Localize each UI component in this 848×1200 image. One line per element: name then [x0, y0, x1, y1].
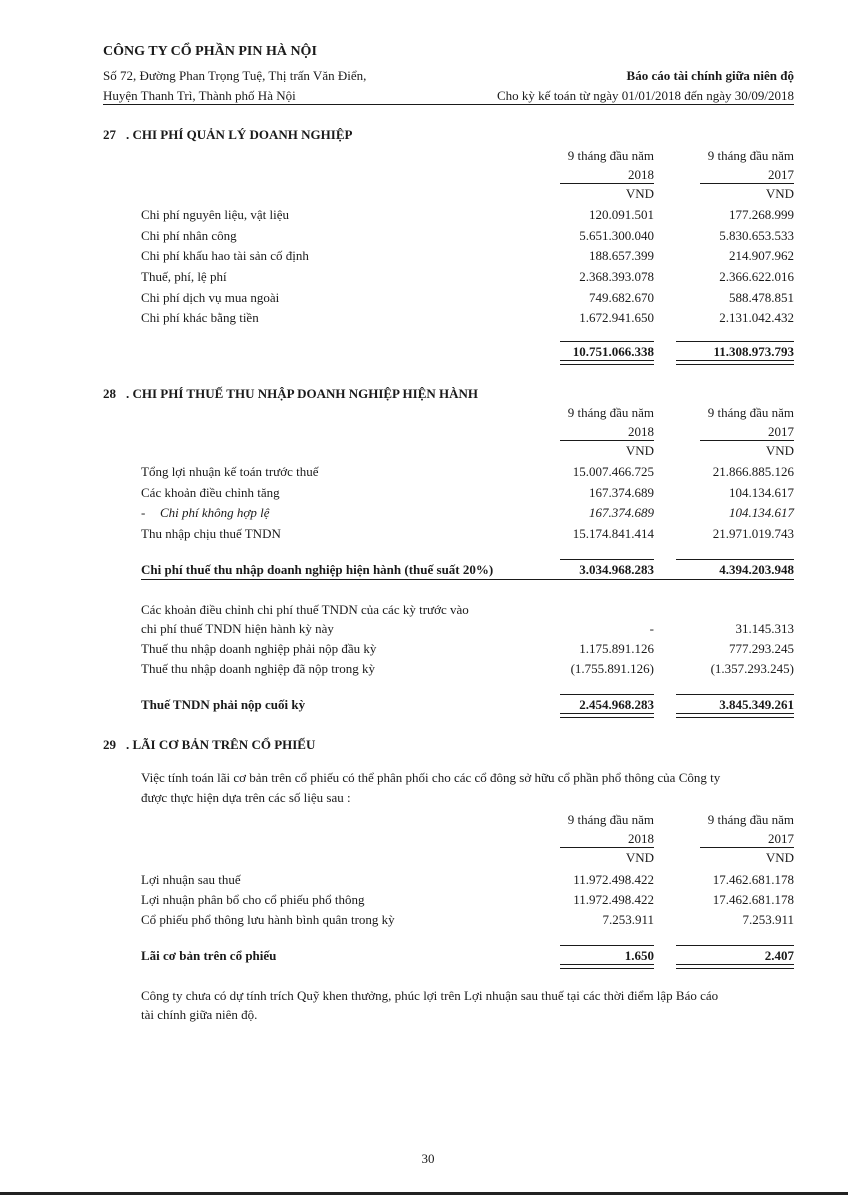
row-value-2018: 167.374.689	[589, 485, 654, 500]
row-value-2017: 17.462.681.178	[712, 872, 794, 887]
tax-rule	[676, 559, 794, 560]
double-underline	[676, 360, 794, 365]
row-value-2017: 5.830.653.533	[719, 228, 794, 243]
row-value-2018: (1.755.891.126)	[570, 661, 654, 676]
company-name: CÔNG TY CỔ PHẦN PIN HÀ NỘI	[103, 44, 317, 59]
page-number: 30	[421, 1151, 435, 1166]
tax-expense-2018: 3.034.968.283	[579, 562, 654, 577]
col-2018-label: 9 tháng đầu năm	[567, 148, 654, 163]
col-2017-year: 2017	[768, 831, 794, 846]
col-2017-label: 9 tháng đầu năm	[707, 812, 794, 827]
col-2017-rule	[700, 183, 794, 184]
col-2018-label: 9 tháng đầu năm	[567, 812, 654, 827]
section-27-number: 27	[103, 127, 116, 142]
col-2017-label: 9 tháng đầu năm	[707, 405, 794, 420]
s27-total-2017: 11.308.973.793	[713, 344, 794, 359]
row-label: Thuế thu nhập doanh nghiệp đã nộp trong kỳ	[141, 661, 375, 676]
col-2018-year: 2018	[628, 424, 654, 439]
row-value-2017: 588.478.851	[729, 290, 794, 305]
eps-rule	[560, 945, 654, 946]
row-value-2018: 11.972.498.422	[573, 892, 654, 907]
row-label: Chi phí dịch vụ mua ngoài	[141, 290, 280, 305]
double-underline	[560, 360, 654, 365]
tax-rule	[560, 559, 654, 560]
row-value-2017: 104.134.617	[729, 485, 794, 500]
double-underline	[676, 713, 794, 718]
row-value-2017: (1.357.293.245)	[710, 661, 794, 676]
row-value-2018: 167.374.689	[589, 505, 654, 520]
row-label: Các khoản điều chỉnh tăng	[141, 485, 280, 500]
section-28-title: . CHI PHÍ THUẾ THU NHẬP DOANH NGHIỆP HIỆN HÀNH	[126, 386, 479, 401]
col-2018-year: 2018	[628, 167, 654, 182]
row-label: Chi phí nguyên liệu, vật liệu	[141, 207, 290, 222]
final-tax-2018: 2.454.968.283	[579, 697, 654, 712]
row-value-2017: 777.293.245	[729, 641, 794, 656]
col-2017-rule	[700, 847, 794, 848]
col-2017-unit: VND	[765, 850, 794, 865]
eps-label: Lãi cơ bản trên cổ phiếu	[141, 948, 277, 963]
col-2018-unit: VND	[625, 850, 654, 865]
note-line-2: tài chính giữa niên độ.	[141, 1007, 258, 1022]
col-2017-year: 2017	[768, 424, 794, 439]
row-value-2018: 11.972.498.422	[573, 872, 654, 887]
row-value-2017: 17.462.681.178	[712, 892, 794, 907]
row-value-2018: 15.174.841.414	[572, 526, 654, 541]
row-label: Cổ phiếu phổ thông lưu hành bình quân trong kỳ	[141, 912, 395, 927]
row-value-2017: 21.866.885.126	[712, 464, 794, 479]
adjustment-value-2017: 31.145.313	[735, 621, 794, 636]
col-2017-unit: VND	[765, 186, 794, 201]
row-label: Thuế, phí, lệ phí	[141, 269, 227, 284]
eps-rule	[676, 945, 794, 946]
address-line-1: Số 72, Đường Phan Trọng Tuệ, Thị trấn Văn Điển,	[103, 68, 367, 83]
col-2018-unit: VND	[625, 443, 654, 458]
row-label: Chi phí nhân công	[141, 228, 237, 243]
row-value-2017: 7.253.911	[742, 912, 794, 927]
col-2018-rule	[560, 440, 654, 441]
row-label: Thuế thu nhập doanh nghiệp phải nộp đầu kỳ	[141, 641, 377, 656]
row-value-2017: 104.134.617	[729, 505, 794, 520]
row-value-2018: 1.175.891.126	[579, 641, 654, 656]
col-2018-rule	[560, 183, 654, 184]
report-period: Cho kỳ kế toán từ ngày 01/01/2018 đến ngày 30/09/2018	[497, 88, 794, 103]
row-value-2017: 177.268.999	[729, 207, 794, 222]
row-value-2018: 5.651.300.040	[579, 228, 654, 243]
final-rule	[676, 694, 794, 695]
section-27-title: . CHI PHÍ QUẢN LÝ DOANH NGHIỆP	[126, 127, 353, 142]
row-value-2017: 214.907.962	[729, 248, 794, 263]
col-2017-rule	[700, 440, 794, 441]
row-value-2017: 2.131.042.432	[719, 310, 794, 325]
address-line-2: Huyện Thanh Trì, Thành phố Hà Nội	[103, 88, 296, 103]
eps-2017: 2.407	[764, 948, 794, 963]
total-rule	[676, 341, 794, 342]
report-title: Báo cáo tài chính giữa niên độ	[626, 68, 794, 83]
tax-underline	[141, 579, 794, 580]
tax-expense-label: Chi phí thuế thu nhập doanh nghiệp hiện hành (thuế suất 20%)	[141, 562, 494, 577]
row-value-2018: 15.007.466.725	[572, 464, 654, 479]
row-label: Chi phí không hợp lệ	[160, 505, 270, 520]
s27-total-2018: 10.751.066.338	[572, 344, 654, 359]
double-underline	[560, 964, 654, 969]
col-2018-unit: VND	[625, 186, 654, 201]
row-value-2017: 21.971.019.743	[712, 526, 794, 541]
tax-expense-2017: 4.394.203.948	[719, 562, 794, 577]
eps-intro-line-1: Việc tính toán lãi cơ bản trên cổ phiếu có thể phân phối cho các cổ đông sở hữu cổ phần phổ thông của Công ty	[141, 770, 721, 785]
col-2017-unit: VND	[765, 443, 794, 458]
row-value-2018: 188.657.399	[589, 248, 654, 263]
final-tax-2017: 3.845.349.261	[719, 697, 794, 712]
adjustment-label-2: chi phí thuế TNDN hiện hành kỳ này	[141, 621, 334, 636]
row-label: Lợi nhuận phân bổ cho cổ phiếu phổ thông	[141, 892, 365, 907]
row-value-2018: 120.091.501	[589, 207, 654, 222]
section-28-number: 28	[103, 386, 116, 401]
adjustment-value-2018: -	[649, 621, 654, 636]
double-underline	[560, 713, 654, 718]
row-value-2018: 749.682.670	[589, 290, 654, 305]
final-tax-label: Thuế TNDN phải nộp cuối kỳ	[141, 697, 306, 712]
row-label: Thu nhập chịu thuế TNDN	[141, 526, 281, 541]
col-2018-year: 2018	[628, 831, 654, 846]
col-2018-label: 9 tháng đầu năm	[567, 405, 654, 420]
eps-intro-line-2: được thực hiện dựa trên các số liệu sau :	[141, 790, 351, 805]
bottom-edge-rule	[0, 1192, 848, 1195]
eps-2018: 1.650	[624, 948, 654, 963]
section-29-title: . LÃI CƠ BẢN TRÊN CỔ PHIẾU	[126, 737, 316, 752]
col-2017-label: 9 tháng đầu năm	[707, 148, 794, 163]
row-value-2018: 2.368.393.078	[579, 269, 654, 284]
row-label: Tổng lợi nhuận kế toán trước thuế	[141, 464, 319, 479]
total-rule	[560, 341, 654, 342]
double-underline	[676, 964, 794, 969]
note-line-1: Công ty chưa có dự tính trích Quỹ khen thưởng, phúc lợi trên Lợi nhuận sau thuế tại các thời điểm lập Báo cáo	[141, 988, 719, 1003]
row-label: Lợi nhuận sau thuế	[141, 872, 241, 887]
adjustment-label-1: Các khoản điều chỉnh chi phí thuế TNDN của các kỳ trước vào	[141, 602, 469, 617]
col-2017-year: 2017	[768, 167, 794, 182]
dash-marker: -	[141, 505, 146, 520]
col-2018-rule	[560, 847, 654, 848]
final-rule	[560, 694, 654, 695]
row-value-2018: 1.672.941.650	[579, 310, 654, 325]
row-label: Chi phí khấu hao tài sản cố định	[141, 248, 309, 263]
row-value-2018: 7.253.911	[602, 912, 654, 927]
row-value-2017: 2.366.622.016	[719, 269, 794, 284]
row-label: Chi phí khác bằng tiền	[141, 310, 259, 325]
header-rule	[103, 104, 794, 105]
section-29-number: 29	[103, 737, 116, 752]
